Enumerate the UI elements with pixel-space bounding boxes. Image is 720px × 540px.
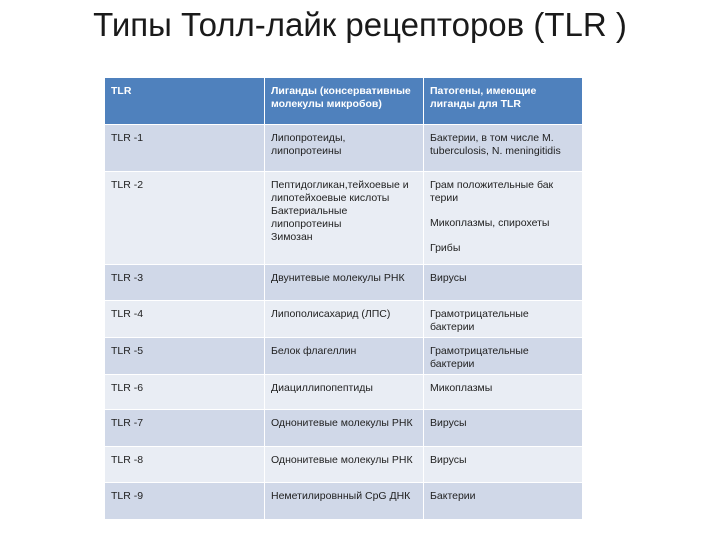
pathogens-cell [424, 483, 583, 520]
receptor-cell: TLR -2 [105, 172, 265, 265]
receptor-cell: TLR -6 [105, 375, 265, 410]
pathogens-cell [424, 172, 583, 265]
receptor-cell: TLR -1 [105, 125, 265, 172]
ligands-cell [265, 483, 424, 520]
header-cell-ligands: Лиганды (консервативные молекулы микробов) [265, 78, 424, 125]
pathogen-text: Грамотрицательные бактерии [430, 345, 529, 370]
ligand-text: Диациллипопептиды [271, 382, 373, 394]
pathogen-text: Бактерии [430, 490, 476, 502]
ligand-text: Зимозан [271, 231, 313, 243]
header-cell-tlr: TLR [105, 78, 265, 125]
pathogens-cell [424, 338, 583, 375]
header-cell-pathogens: Патогены, имеющие лиганды для TLR [424, 78, 583, 125]
pathogen-text: Грам положительные бак терии [430, 179, 554, 204]
pathogen-text: Грамотрицательные бактерии [430, 308, 529, 333]
ligand-text: Неметилировнный CpG ДНК [271, 490, 411, 502]
pathogen-text: Вирусы [430, 272, 467, 284]
ligands-cell [265, 301, 424, 338]
receptor-cell: TLR -4 [105, 301, 265, 338]
pathogens-cell [424, 410, 583, 447]
receptor-cell: TLR -8 [105, 447, 265, 483]
ligand-text: Однонитевые молекулы РНК [271, 417, 413, 429]
ligand-text: Белок флагеллин [271, 345, 357, 357]
pathogens-cell [424, 125, 583, 172]
ligands-cell [265, 375, 424, 410]
ligands-cell [265, 172, 424, 265]
table-row [105, 375, 583, 410]
ligands-cell [265, 338, 424, 375]
receptor-cell: TLR -5 [105, 338, 265, 375]
receptor-cell: TLR -7 [105, 410, 265, 447]
receptor-cell: TLR -9 [105, 483, 265, 520]
table-row [105, 125, 583, 172]
table-row [105, 301, 583, 338]
pathogens-cell [424, 447, 583, 483]
table-row [105, 338, 583, 375]
pathogen-text: Микоплазмы, спирохеты [430, 217, 550, 229]
tlr-table [104, 77, 583, 520]
slide-title: Типы Толл-лайк рецепторов (TLR ) [93, 6, 627, 43]
ligands-cell [265, 125, 424, 172]
ligand-text: Липополисахарид (ЛПС) [271, 308, 391, 320]
ligand-text: Двунитевые молекулы РНК [271, 272, 405, 284]
pathogen-text: Вирусы [430, 454, 467, 466]
ligand-text: Бактериальные липопротеины [271, 205, 348, 230]
table-row [105, 483, 583, 520]
receptor-cell: TLR -3 [105, 265, 265, 301]
pathogens-cell [424, 301, 583, 338]
ligand-text: Липопротеиды, липопротеины [271, 132, 346, 157]
table-row [105, 447, 583, 483]
pathogen-text: Бактерии, в том числе M. tuberculosis, N. meningitidis [430, 132, 561, 157]
ligand-text: Однонитевые молекулы РНК [271, 454, 413, 466]
table-row [105, 265, 583, 301]
pathogen-text: Вирусы [430, 417, 467, 429]
pathogen-text: Микоплазмы [430, 382, 493, 394]
pathogen-text: Грибы [430, 242, 461, 254]
ligand-text: Пептидогликан,тейхоевые и липотейхоевые кислоты [271, 179, 409, 204]
table-row [105, 410, 583, 447]
pathogens-cell [424, 375, 583, 410]
pathogens-cell [424, 265, 583, 301]
table-header-row [105, 78, 583, 125]
ligands-cell [265, 410, 424, 447]
ligands-cell [265, 265, 424, 301]
ligands-cell [265, 447, 424, 483]
table-row [105, 172, 583, 265]
